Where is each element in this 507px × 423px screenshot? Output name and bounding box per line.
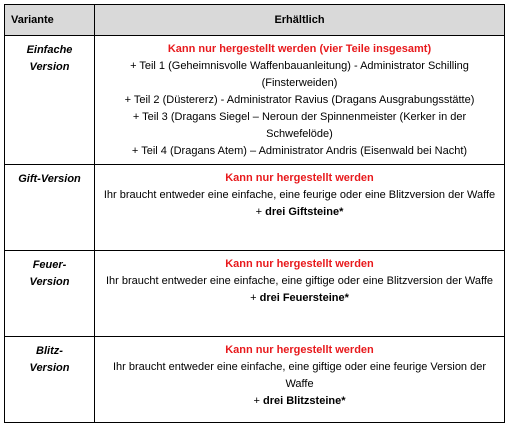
- table-row: [5, 165, 505, 251]
- plus-sign: +: [250, 292, 260, 304]
- table-row: [5, 251, 505, 337]
- crafting-notice: Kann nur hergestellt werden: [225, 344, 374, 356]
- plus-sign: +: [255, 206, 266, 218]
- availability-cell-fire: [95, 251, 505, 337]
- crafting-notice: Kann nur hergestellt werden: [225, 172, 374, 184]
- requirement-description: Ihr braucht entweder eine einfache, eine giftige oder eine Blitzversion der Waffe: [105, 275, 494, 287]
- column-header-available: Erhältlich: [95, 5, 505, 36]
- requirement-stones: drei Giftsteine*: [265, 206, 344, 218]
- requirement-stones: drei Blitzsteine*: [262, 395, 346, 407]
- variant-cell-simple: [5, 36, 95, 165]
- availability-cell-simple: [95, 36, 505, 165]
- variant-cell-fire: [5, 251, 95, 337]
- requirement-description: Ihr braucht entweder eine einfache, eine feurige oder eine Blitzversion der Waffe: [103, 189, 496, 201]
- variant-cell-poison: [5, 165, 95, 251]
- part-line: + Teil 1 (Geheimnisvolle Waffenbauanleitung) - Administrator Schilling (Finsterweiden): [130, 60, 469, 89]
- availability-cell-lightning: [95, 337, 505, 423]
- requirement-line: [101, 290, 498, 307]
- variant-cell-lightning: [5, 337, 95, 423]
- requirement-line: [101, 393, 498, 410]
- variant-name-line: Version: [29, 276, 70, 288]
- variants-table: [4, 4, 505, 423]
- table-row: [5, 36, 505, 165]
- crafting-notice: Kann nur hergestellt werden: [225, 258, 374, 270]
- availability-cell-poison: [95, 165, 505, 251]
- variants-table-container: [4, 4, 504, 423]
- part-line: + Teil 2 (Düstererz) - Administrator Ravius (Dragans Ausgrabungsstätte): [124, 94, 475, 106]
- variant-name-line: Blitz-: [36, 345, 63, 357]
- variant-name-line: Einfache: [26, 44, 73, 56]
- variant-name-line: Gift-Version: [18, 173, 81, 185]
- variant-name-line: Version: [29, 362, 70, 374]
- table-header-row: [5, 5, 505, 36]
- variant-name-line: Feuer-: [32, 259, 67, 271]
- requirement-description: Ihr braucht entweder eine einfache, eine giftige oder eine feurige Version der Waffe: [112, 361, 487, 390]
- requirement-line: [101, 204, 498, 221]
- column-header-variant: Variante: [5, 5, 95, 36]
- crafting-notice: Kann nur hergestellt werden (vier Teile insgesamt): [167, 43, 432, 55]
- requirement-stones: drei Feuersteine*: [259, 292, 349, 304]
- variant-name-line: Version: [29, 61, 70, 73]
- part-line: + Teil 3 (Dragans Siegel – Neroun der Spinnenmeister (Kerker in der Schwefelöde): [132, 111, 467, 140]
- table-row: [5, 337, 505, 423]
- plus-sign: +: [253, 395, 263, 407]
- part-line: + Teil 4 (Dragans Atem) – Administrator Andris (Eisenwald bei Nacht): [131, 145, 468, 157]
